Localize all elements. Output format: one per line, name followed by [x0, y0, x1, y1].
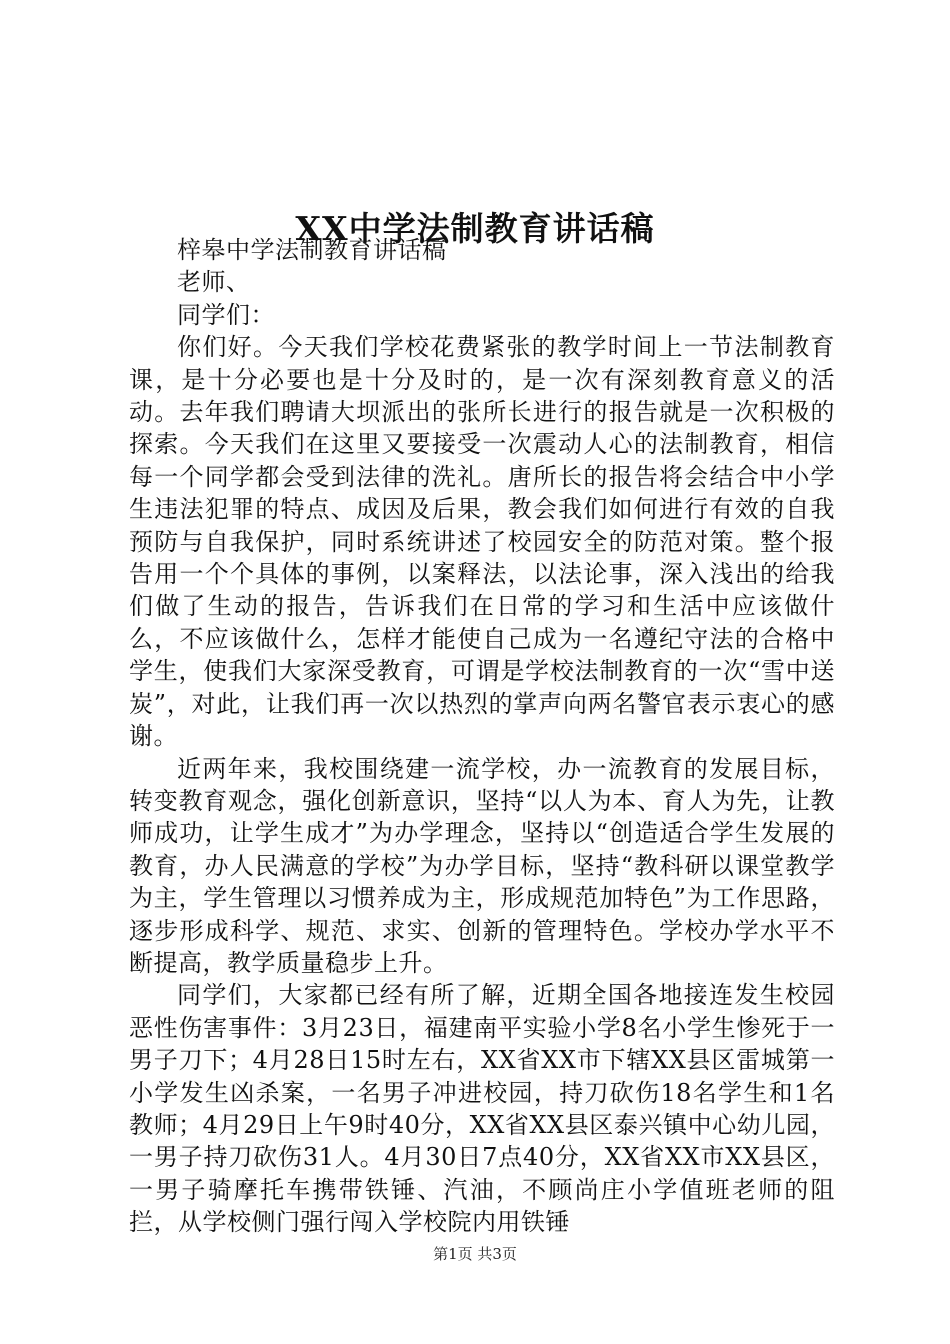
paragraph-campus-incidents: 同学们，大家都已经有所了解，近期全国各地接连发生校园恶性伤害事件：3月23日，福建南平实验小学8名小学生惨死于一男子刀下；4月28日15时左右，XX省XX市下辖XX县区雷城第一小学发生凶杀案，一名男子冲进校园，持刀砍伤18名学生和1名教师；4月29日上午9时40分，XX省XX县区泰兴镇中心幼儿园，一男子持刀砍伤31人。4月30日7点40分，XX省XX市XX县区，一男子骑摩托车携带铁锤、汽油，不顾尚庄小学值班老师的阻拦，从学校侧门强行闯入学校院内用铁锤: [129, 981, 835, 1237]
page-footer: 第1页 共3页: [433, 1245, 517, 1263]
paragraph-salutation-teachers: 老师、: [177, 268, 251, 297]
paragraph-subtitle: 梓皋中学法制教育讲话稿: [177, 236, 447, 264]
paragraph-school-development: 近两年来，我校围绕建一流学校，办一流教育的发展目标，转变教育观念，强化创新意识，坚持“以人为本、育人为先，让教师成功，让学生成才”为办学理念，坚持以“创造适合学生发展的教育，办人民满意的学校”为办学目标，坚持“教科研以课堂教学为主，学生管理以习惯养成为主，形成规范加特色”为工作思路，逐步形成科学、规范、求实、创新的管理特色。学校办学水平不断提高，教学质量稳步上升。: [129, 754, 835, 977]
document-title: XX中学法制教育讲话稿: [295, 209, 655, 249]
document-body: [129, 234, 835, 1239]
paragraph-salutation-students: 同学们：: [177, 300, 275, 329]
paragraph-greeting: 你们好。今天我们学校花费紧张的教学时间上一节法制教育课，是十分必要也是十分及时的，是一次有深刻教育意义的活动。去年我们聘请大坝派出的张所长进行的报告就是一次积极的探索。今天我们在这里又要接受一次震动人心的法制教育，相信每一个同学都会受到法律的洗礼。唐所长的报告将会结合中小学生违法犯罪的特点、成因及后果，教会我们如何进行有效的自我预防与自我保护，同时系统讲述了校园安全的防范对策。整个报告用一个个具体的事例，以案释法，以法论事，深入浅出的给我们做了生动的报告，告诉我们在日常的学习和生活中应该做什么，不应该做什么，怎样才能使自己成为一名遵纪守法的合格中学生，使我们大家深受教育，可谓是学校法制教育的一次“雪中送炭”，对此，让我们再一次以热烈的掌声向两名警官表示衷心的感谢。: [129, 333, 835, 751]
